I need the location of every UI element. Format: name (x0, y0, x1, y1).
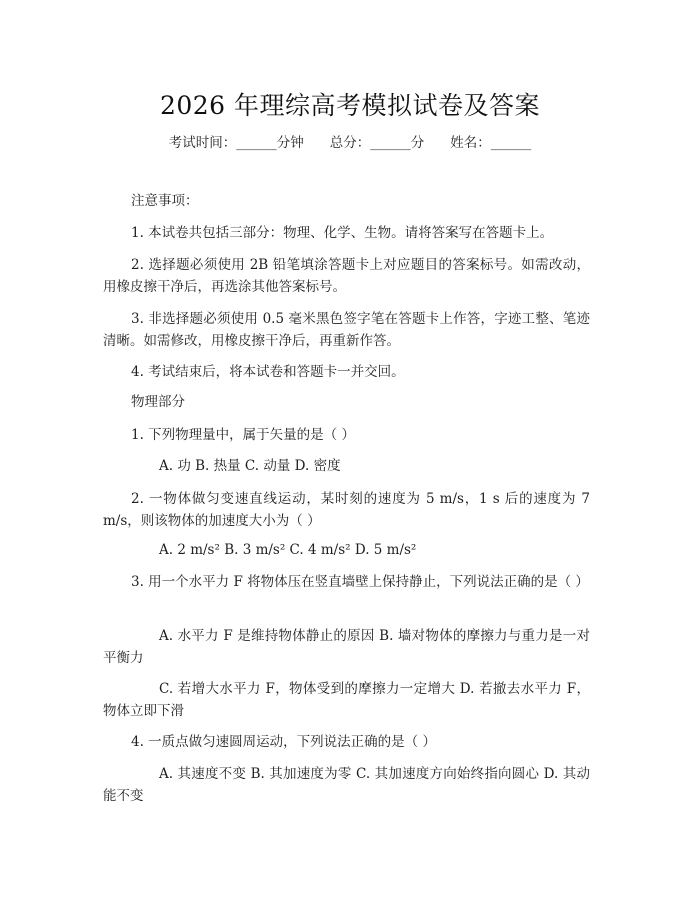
notice-heading: 注意事项： (131, 193, 199, 209)
question-1-options: A. 功 B. 热量 C. 动量 D. 密度 (159, 458, 341, 474)
question-3-options-ab: A. 水平力 F 是维持物体静止的原因 B. 墙对物体的摩擦力与重力是一对平衡力 (103, 628, 590, 666)
notice-item-1: 1. 本试卷共包括三部分：物理、化学、生物。请将答案写在答题卡上。 (131, 225, 554, 241)
page-title: 2026 年理综高考模拟试卷及答案 (159, 91, 541, 120)
question-2-options: A. 2 m/s² B. 3 m/s² C. 4 m/s² D. 5 m/s² (159, 542, 417, 558)
score-label: 总分：______分 (329, 135, 425, 151)
notice-item-2: 2. 选择题必须使用 2B 铅笔填涂答题卡上对应题目的答案标号。如需改动，用橡皮擦干净后，再选涂其他答案标号。 (103, 257, 590, 295)
name-label: 姓名：______ (450, 135, 532, 151)
question-4-stem: 4. 一质点做匀速圆周运动，下列说法正确的是（ ） (131, 734, 436, 750)
question-1-stem: 1. 下列物理量中，属于矢量的是（ ） (131, 427, 355, 443)
exam-meta-line (0, 131, 700, 151)
time-label: 考试时间：______分钟 (168, 135, 304, 151)
question-3-options-cd: C. 若增大水平力 F，物体受到的摩擦力一定增大 D. 若撤去水平力 F，物体立即下滑 (103, 681, 590, 719)
question-2-stem: 2. 一物体做匀变速直线运动，某时刻的速度为 5 m/s，1 s 后的速度为 7 m/s，则该物体的加速度大小为（ ） (103, 491, 590, 529)
notice-item-4: 4. 考试结束后，将本试卷和答题卡一并交回。 (131, 364, 405, 380)
notice-item-3: 3. 非选择题必须使用 0.5 毫米黑色签字笔在答题卡上作答，字迹工整、笔迹清晰。如需修改，用橡皮擦干净后，再重新作答。 (103, 311, 590, 349)
physics-section-heading: 物理部分 (131, 394, 185, 410)
question-4-options: A. 其速度不变 B. 其加速度为零 C. 其加速度方向始终指向圆心 D. 其动能不变 (103, 766, 590, 804)
question-3-stem: 3. 用一个水平力 F 将物体压在竖直墙壁上保持静止，下列说法正确的是（ ） (131, 574, 589, 590)
